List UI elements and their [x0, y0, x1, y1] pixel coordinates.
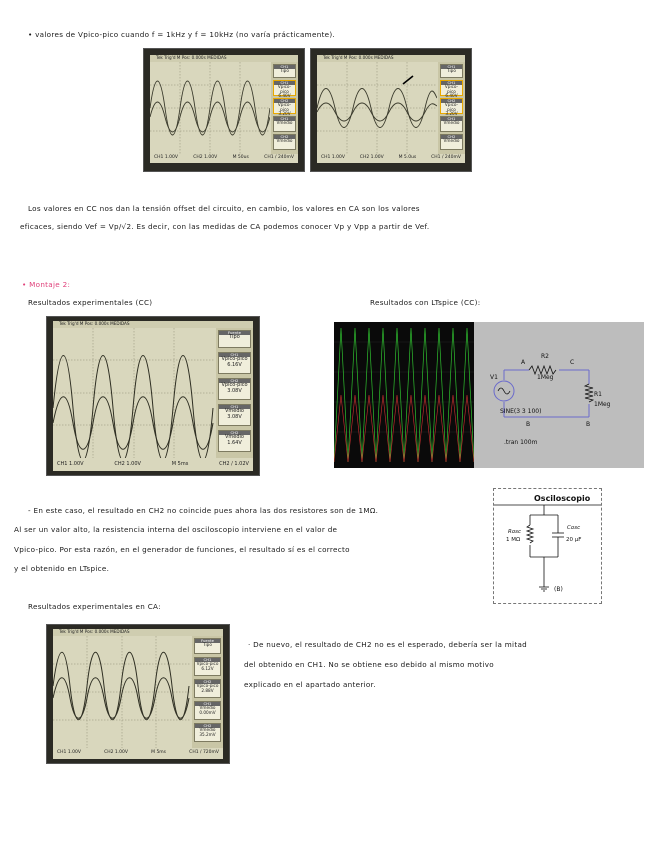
menu-tipo[interactable]: CH1 Tipo [440, 64, 463, 78]
oscilloscope-model-figure [493, 488, 602, 604]
para1-line2: eficaces, siendo Vef = Vp/√2. Es decir, con las medidas de CA podemos conocer Vp y Vpp a partir de Vef. [20, 222, 430, 231]
c-osc-label: Cosc [567, 525, 581, 531]
ltspice-plot [334, 322, 474, 468]
figure-tag: (B) [554, 586, 563, 593]
menu-vmed-2[interactable]: CH2 Vmedio 35.2mV [194, 723, 221, 742]
para2-line2: Al ser un valor alto, la resistencia interna del osciloscopio interviene en el valor de [14, 525, 338, 534]
ltspice-panel [334, 322, 644, 468]
node-c-label: C [570, 359, 575, 366]
scope-photo-2 [310, 48, 472, 172]
scope-photo-1 [143, 48, 305, 172]
label-exp-cc: Resultados experimentales (CC) [28, 298, 153, 307]
menu-vpp-ch2[interactable]: CH2 Vpico-pico 3.20V [440, 98, 463, 114]
oscilloscope-circuit [494, 489, 601, 603]
scope-photo-3 [46, 316, 260, 476]
scope-grid [53, 636, 191, 748]
r-osc-value: 1 MΩ [506, 537, 521, 543]
menu-vpp-ch1[interactable]: CH1 Vpico-pico 6.12V [194, 657, 221, 676]
r-osc-label: Rosc [508, 529, 522, 535]
para2-line3: Vpico-pico. Por esta razón, en el generador de funciones, el resultado sí es el correcto [14, 545, 350, 554]
scope-status: CH1 1.00V CH2 1.00V M 50us CH1 / 240mV [154, 155, 294, 160]
intro-line: • valores de Vpico-pico cuando f = 1kHz y f = 10kHz (no varía prácticamente). [28, 30, 336, 39]
scope-photo-4 [46, 624, 230, 764]
scope-top-bar: Tek Trig'd M Pos: 0.000s MEDIDAS [53, 321, 253, 328]
scope-status: CH1 1.00V CH2 1.00V M 5ms CH2 / 1.02V [57, 461, 249, 467]
menu-vmed-1[interactable]: CH1 Vmedio [273, 116, 296, 132]
measure-menu [216, 328, 253, 458]
r2-label: R2 [541, 353, 549, 360]
menu-vpp-ch1[interactable]: CH1 Vpico-pico 6.16V [218, 352, 251, 374]
ltspice-waveforms [334, 322, 474, 468]
section-montaje-2: • Montaje 2: [22, 280, 71, 289]
para3-line1: · De nuevo, el resultado de CH2 no es el esperado, debería ser la mitad [248, 640, 528, 649]
scope-top-bar: Tek Trig'd M Pos: 0.000s MEDIDAS [317, 55, 465, 62]
scope-status: CH1 1.00V CH2 1.00V M 5ms CH1 / 720mV [57, 750, 219, 755]
v1-label: V1 [490, 374, 498, 381]
menu-vmed-1[interactable]: CH1 Vmedio 0.00mV [194, 701, 221, 720]
node-b-left: B [526, 421, 531, 428]
measure-menu [271, 62, 298, 154]
menu-vpp-ch1[interactable]: CH1 Vpico-pico 6.40V [440, 80, 463, 96]
scope-grid [150, 62, 270, 154]
node-a-label: A [521, 359, 526, 366]
menu-vpp-ch2[interactable]: CH2 Vpico-pico 2.88V [194, 679, 221, 698]
menu-vpp-ch1[interactable]: CH1 Vpico-pico 6.40V [273, 80, 296, 96]
menu-vmed-2[interactable]: CH2 Vmedio 1.64V [218, 430, 251, 452]
para3-line3: explicado en el apartado anterior. [244, 680, 376, 689]
scope-top-bar: Tek Trig'd M Pos: 0.000s MEDIDAS [53, 629, 223, 636]
menu-vmed-1[interactable]: CH1 Vmedio 3.08V [218, 404, 251, 426]
scope-grid [53, 328, 215, 458]
para3-line2: del obtenido en CH1. No se obtiene eso debido al mismo motivo [244, 660, 494, 669]
scope-top-bar: Tek Trig'd M Pos: 0.000s MEDIDAS [150, 55, 298, 62]
label-ltspice: Resultados con LTspice (CC): [370, 298, 481, 307]
ltspice-schematic [474, 322, 644, 468]
menu-tipo[interactable]: Fuente Tipo [194, 638, 221, 654]
menu-vmed-1[interactable]: CH1 Vmedio [440, 116, 463, 132]
menu-tipo[interactable]: Fuente Tipo [218, 330, 251, 348]
r1-value: 1Meg [594, 401, 611, 408]
node-b-right: B [586, 421, 591, 428]
menu-vpp-ch2[interactable]: CH2 Vpico-pico 3.08V [218, 378, 251, 400]
para2-line1: - En este caso, el resultado en CH2 no coincide pues ahora las dos resistores son de 1MΩ. [28, 506, 379, 515]
menu-tipo[interactable]: CH1 Tipo [273, 64, 296, 78]
measure-menu [192, 636, 223, 748]
menu-vmed-2[interactable]: CH2 Vmedio [273, 134, 296, 150]
measure-menu [438, 62, 465, 154]
tran-directive: .tran 100m [504, 439, 538, 446]
r1-label: R1 [594, 391, 602, 398]
para2-line4: y el obtenido en LTspice. [14, 564, 110, 573]
r2-value: 1Meg [537, 374, 554, 381]
menu-vmed-2[interactable]: CH2 Vmedio [440, 134, 463, 150]
c-osc-value: 20 µF [566, 537, 582, 543]
osc-title: Osciloscopio [534, 494, 591, 503]
scope-status: CH1 1.00V CH2 1.00V M 5.0us CH1 / 240mV [321, 155, 461, 160]
menu-vpp-ch2[interactable]: CH2 Vpico-pico 3.20V [273, 98, 296, 114]
para1-line1: Los valores en CC nos dan la tensión offset del circuito, en cambio, los valores en CA son los valores [28, 204, 420, 213]
label-exp-ca: Resultados experimentales en CA: [28, 602, 161, 611]
scope-grid [317, 62, 437, 154]
v1-sine: SINE(3 3 100) [500, 408, 542, 415]
